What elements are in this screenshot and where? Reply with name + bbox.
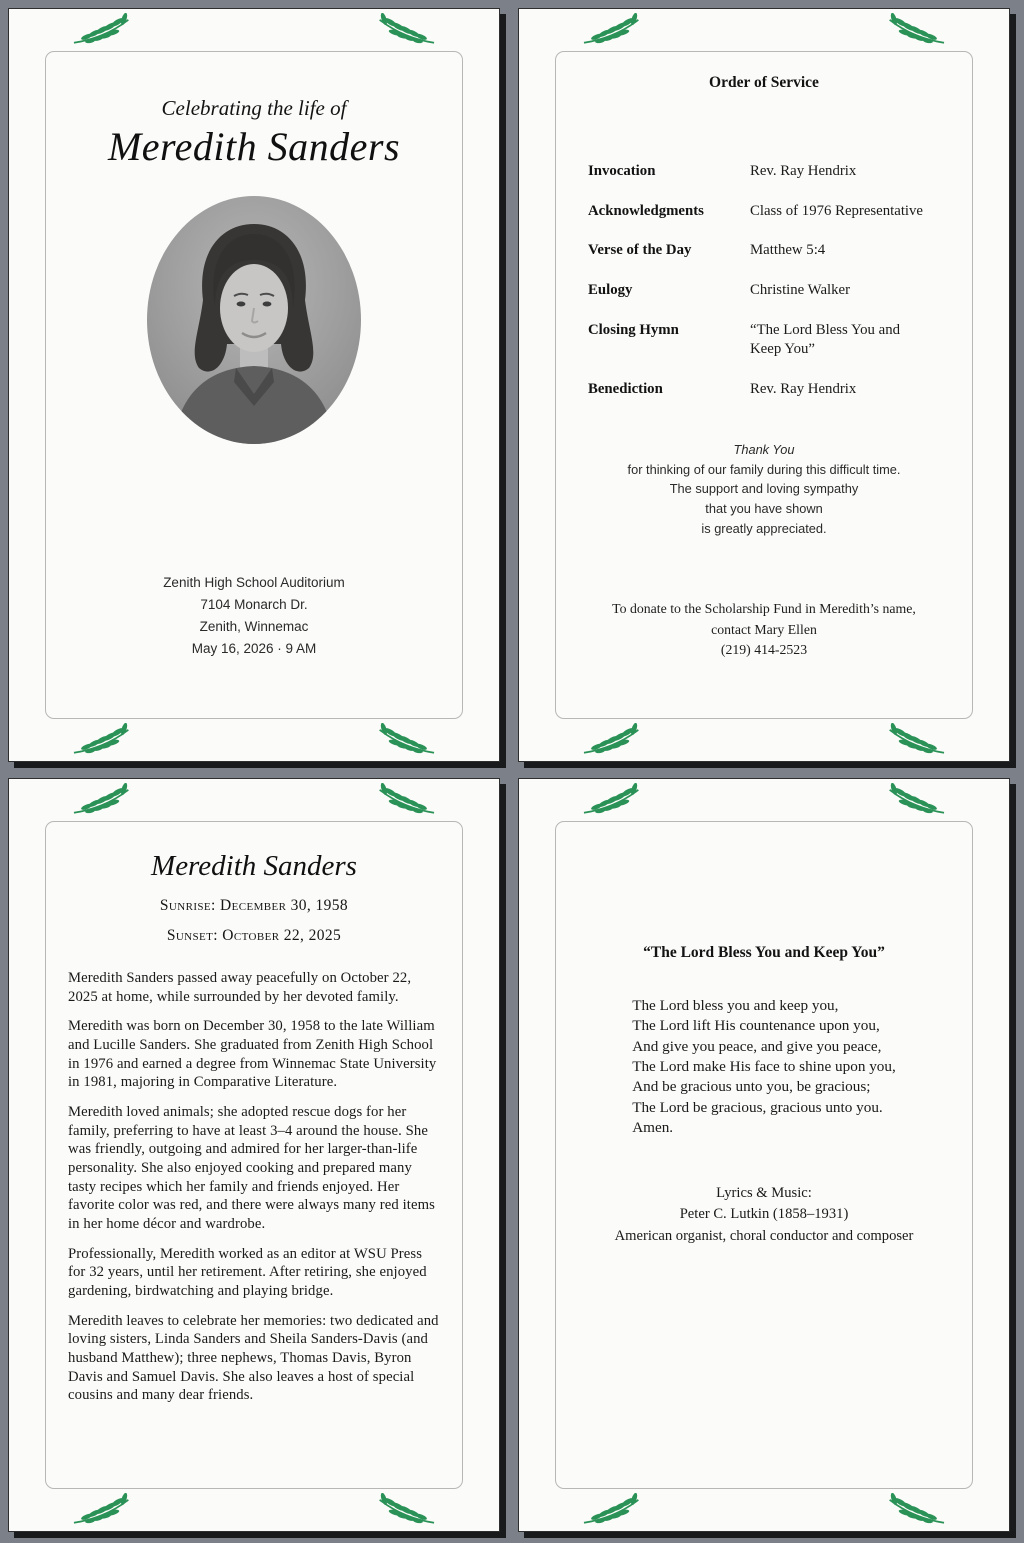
hymn-line: Amen. — [632, 1119, 674, 1137]
order-of-service-list — [588, 162, 972, 400]
leaf-branch-icon — [71, 13, 133, 47]
bottom-ornament-row — [555, 1489, 973, 1531]
leaf-branch-icon — [885, 783, 947, 817]
leaf-branch-icon — [71, 723, 133, 757]
page-order-of-service — [518, 8, 1010, 762]
order-of-service-heading: Order of Service — [709, 74, 819, 91]
cover-subtitle: Celebrating the life of — [161, 96, 347, 120]
order-item-value: Christine Walker — [750, 282, 851, 299]
service-datetime: May 16, 2026 · 9 AM — [191, 640, 317, 656]
order-item-label: Acknowledgments — [588, 202, 704, 219]
order-item-label: Invocation — [588, 163, 656, 179]
page-obituary — [8, 778, 500, 1532]
obituary-panel — [45, 821, 463, 1489]
order-of-service-panel — [555, 51, 973, 719]
sunrise-date: Sunrise: December 30, 1958 — [159, 897, 349, 914]
venue-street: 7104 Monarch Dr. — [200, 596, 308, 612]
service-location-block — [163, 572, 345, 659]
thank-you-line: that you have shown — [705, 501, 823, 517]
order-item-label: Verse of the Day — [588, 242, 692, 259]
thank-you-title: Thank You — [733, 441, 795, 457]
leaf-branch-icon — [375, 13, 437, 47]
bottom-ornament-row — [555, 719, 973, 761]
sunset-date: Sunset: October 22, 2025 — [166, 927, 342, 944]
leaf-branch-icon — [71, 1493, 133, 1527]
donation-contact: contact Mary Ellen — [711, 621, 817, 637]
leaf-branch-icon — [375, 783, 437, 817]
order-item-label: Benediction — [588, 381, 663, 398]
order-item — [588, 380, 972, 400]
order-item — [588, 202, 972, 222]
credits-label: Lyrics & Music: — [716, 1184, 812, 1201]
thank-you-line: is greatly appreciated. — [701, 521, 827, 537]
order-item-value: Rev. Ray Hendrix — [750, 163, 857, 179]
obituary-name-title: Meredith Sanders — [151, 850, 357, 882]
order-item-value: Class of 1976 Representative — [750, 202, 924, 219]
front-cover-panel — [45, 51, 463, 719]
portrait-photo — [147, 196, 361, 444]
order-item-value: “The Lord Bless You and Keep You” — [750, 321, 901, 358]
hymn-line: And give you peace, and give you peace, — [632, 1037, 882, 1055]
donation-line: To donate to the Scholarship Fund in Meredith’s name, — [612, 600, 916, 616]
order-item — [588, 162, 972, 182]
obituary-text — [68, 969, 440, 1405]
obituary-paragraph: Meredith leaves to celebrate her memories: two dedicated and loving sisters, Linda Sanders and Sheila Sanders-Davis (and husband Matthew); three nephews, Thomas Davis, Byron Davis and Samuel Davis. She also leaves a host of special cousins and many dear friends. — [68, 1312, 439, 1404]
top-ornament-row — [45, 9, 463, 51]
leaf-branch-icon — [375, 1493, 437, 1527]
venue-name: Zenith High School Auditorium — [163, 575, 345, 590]
thank-you-line: The support and loving sympathy — [669, 481, 859, 497]
hymn-line: The Lord bless you and keep you, — [632, 997, 839, 1014]
hymn-line: And be gracious unto you, be gracious; — [632, 1078, 871, 1096]
leaf-branch-icon — [581, 723, 643, 757]
bottom-ornament-row — [45, 1489, 463, 1531]
leaf-branch-icon — [581, 13, 643, 47]
order-item — [588, 321, 972, 360]
order-item-value: Matthew 5:4 — [750, 242, 826, 259]
cover-name-title: Meredith Sanders — [107, 124, 401, 169]
venue-city: Zenith, Winnemac — [199, 618, 309, 634]
page-hymn — [518, 778, 1010, 1532]
hymn-line: The Lord lift His countenance upon you, — [632, 1017, 880, 1035]
donation-block — [556, 599, 972, 661]
leaf-branch-icon — [71, 783, 133, 817]
hymn-panel — [555, 821, 973, 1489]
obituary-paragraph: Meredith loved animals; she adopted rescue dogs for her family, preferring to have at least 3–4 around the house. She was friendly, outgoing and admired for her larger-than-life personality. She also enjoyed cooking and prepared many tasty recipes which her family and friends enjoyed. Her favorite color was red, and there were always many red items in her home décor and wardrobe. — [68, 1104, 435, 1233]
top-ornament-row — [555, 779, 973, 821]
hymn-credits — [556, 1183, 972, 1249]
leaf-branch-icon — [375, 723, 437, 757]
donation-phone: (219) 414-2523 — [720, 642, 808, 658]
hymn-lyrics — [632, 996, 896, 1139]
leaf-branch-icon — [581, 1493, 643, 1527]
top-ornament-row — [45, 779, 463, 821]
page-front-cover — [8, 8, 500, 762]
order-item — [588, 241, 972, 261]
hymn-title: “The Lord Bless You and Keep You” — [643, 944, 885, 961]
leaf-branch-icon — [885, 1493, 947, 1527]
order-item-label: Eulogy — [588, 282, 633, 299]
obituary-paragraph: Meredith was born on December 30, 1958 to the late William and Lucille Sanders. She graduated from Zenith High School in 1976 and earned a degree from Winnemac State University in 1981, majoring in Comparative Literature. — [68, 1018, 437, 1091]
hymn-line: The Lord be gracious, gracious unto you. — [632, 1098, 883, 1116]
leaf-branch-icon — [581, 783, 643, 817]
composer-description: American organist, choral conductor and composer — [614, 1228, 914, 1245]
order-item-label: Closing Hymn — [588, 321, 679, 338]
thank-you-line: for thinking of our family during this difficult time. — [627, 461, 901, 477]
thank-you-block — [556, 440, 972, 539]
order-item — [588, 281, 972, 301]
top-ornament-row — [555, 9, 973, 51]
obituary-paragraph: Meredith Sanders passed away peacefully on October 22, 2025 at home, while surrounded by her devoted family. — [68, 970, 412, 1005]
obituary-paragraph: Professionally, Meredith worked as an editor at WSU Press for 32 years, until her retirement. After retiring, she enjoyed gardening, birdwatching and playing bridge. — [68, 1245, 427, 1300]
hymn-line: The Lord make His face to shine upon you, — [632, 1058, 896, 1076]
leaf-branch-icon — [885, 13, 947, 47]
leaf-branch-icon — [885, 723, 947, 757]
bottom-ornament-row — [45, 719, 463, 761]
order-item-value: Rev. Ray Hendrix — [750, 381, 857, 398]
composer-name: Peter C. Lutkin (1858–1931) — [679, 1206, 849, 1223]
